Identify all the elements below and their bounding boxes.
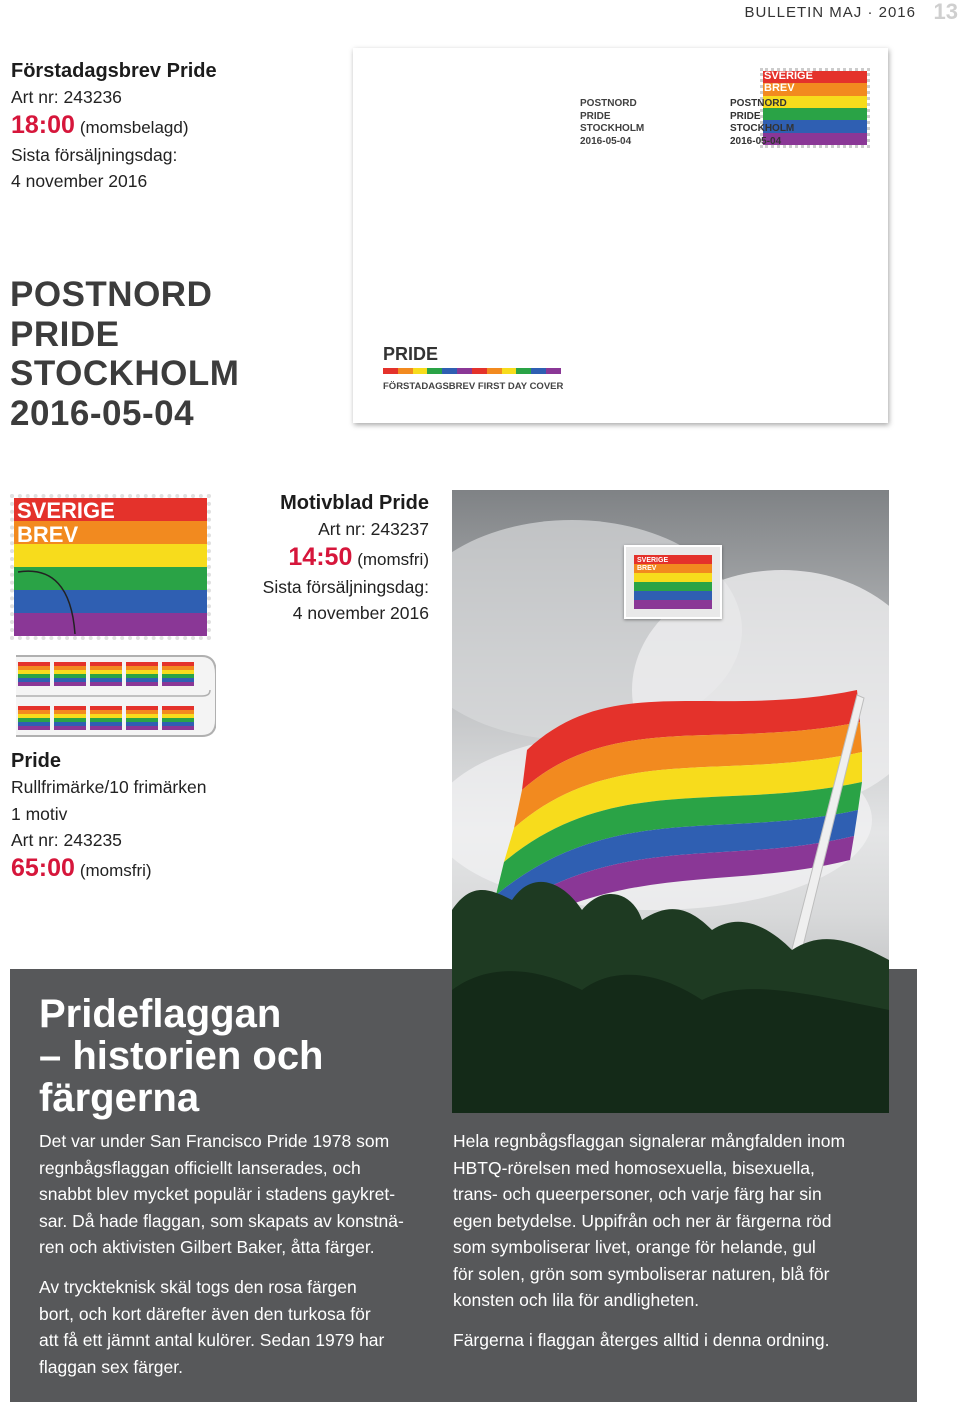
article-title-line: färgerna bbox=[39, 1076, 200, 1120]
motivblad-price: 14:50 bbox=[288, 542, 353, 571]
motivblad-mini-stamp bbox=[624, 545, 722, 619]
roll-title: Pride bbox=[11, 750, 62, 772]
cover-stamp-line: SVERIGE bbox=[764, 70, 813, 82]
text-line: regnbågsflaggan officiellt lanserades, och bbox=[39, 1157, 361, 1178]
roll-stamp bbox=[18, 706, 50, 730]
cover-postmark-line: STOCKHOLM bbox=[580, 123, 645, 134]
cover-postmark-line: PRIDE bbox=[730, 110, 761, 122]
text-line: bort, och kort därefter även den turkosa för bbox=[39, 1303, 371, 1324]
motivblad-last-sale-date: 4 november 2016 bbox=[292, 603, 429, 623]
motivblad-info bbox=[230, 490, 429, 627]
cover-logo-title: PRIDE bbox=[383, 344, 439, 364]
postmark-line: STOCKHOLM bbox=[10, 354, 240, 393]
running-header: BULLETIN MAJ · 2016 bbox=[744, 4, 916, 21]
cover-postmark bbox=[580, 98, 644, 148]
article-title-line: – historien och bbox=[39, 1034, 324, 1078]
postmark-line: PRIDE bbox=[10, 314, 120, 354]
text-line: Färgerna i flaggan återges alltid i denna ordning. bbox=[453, 1330, 830, 1350]
text-line: sar. Då hade flaggan, som skapats av konstnä- bbox=[39, 1210, 404, 1231]
motivblad-price-row bbox=[230, 543, 429, 574]
text-line: snabbt blev mycket populär i stadens gaykret- bbox=[39, 1184, 396, 1204]
text-line: Det var under San Francisco Pride 1978 som bbox=[39, 1131, 390, 1151]
fdc-last-sale-date: 4 november 2016 bbox=[11, 171, 148, 191]
article-right-p1 bbox=[453, 1128, 903, 1314]
roll-stamp bbox=[54, 706, 86, 730]
motivblad-art-nr: Art nr: 243237 bbox=[318, 519, 429, 539]
stamp-text-line: SVERIGE bbox=[17, 498, 115, 523]
cover-postmark-line: 2016-05-04 bbox=[730, 135, 782, 147]
stamp-roll-image bbox=[12, 654, 216, 738]
text-line: egen betydelse. Uppifrån och ner är färgerna röd bbox=[453, 1210, 832, 1231]
roll-info bbox=[11, 748, 206, 885]
postmark-large bbox=[10, 275, 239, 433]
stamp-text-line: BREV bbox=[17, 522, 79, 547]
text-line: flaggan sex färger. bbox=[39, 1356, 183, 1377]
roll-price-row bbox=[11, 854, 206, 885]
roll-stamp bbox=[90, 662, 122, 686]
cover-postmark-line: PRIDE bbox=[580, 110, 611, 122]
roll-stamp bbox=[126, 706, 158, 730]
fdc-info bbox=[11, 58, 217, 195]
cover-logo-stripes bbox=[383, 368, 561, 374]
postmark-line: POSTNORD bbox=[10, 275, 213, 314]
roll-line2: 1 motiv bbox=[11, 803, 68, 824]
text-line: för solen, grön som symboliserar naturen, blå för bbox=[453, 1263, 830, 1284]
postmark-line: 2016-05-04 bbox=[10, 393, 195, 433]
roll-line1: Rullfrimärke/10 frimärken bbox=[11, 777, 207, 797]
roll-row-top bbox=[18, 662, 194, 686]
text-line: konsten och lila för andligheten. bbox=[453, 1290, 700, 1310]
roll-stamp bbox=[162, 706, 194, 730]
text-line: Hela regnbågsflaggan signalerar mångfalden inom bbox=[453, 1131, 846, 1151]
text-line: Av tryckteknisk skäl togs den rosa färgen bbox=[39, 1277, 357, 1297]
article-left-p1 bbox=[39, 1128, 439, 1261]
motivblad-last-sale-label: Sista försäljningsdag: bbox=[262, 576, 429, 597]
text-line: ren och aktivisten Gilbert Baker, åtta färger. bbox=[39, 1237, 375, 1257]
article-title-line: Prideflaggan bbox=[39, 992, 282, 1036]
cover-postmark-line: 2016-05-04 bbox=[580, 135, 632, 147]
fdc-price-note: (momsbelagd) bbox=[79, 117, 189, 137]
cover-stamp-line: BREV bbox=[764, 82, 795, 94]
roll-stamp bbox=[18, 662, 50, 686]
fdc-title: Förstadagsbrev Pride bbox=[11, 60, 217, 82]
text-line: att få ett jämnt antal kulörer. Sedan 1979 har bbox=[39, 1330, 385, 1350]
roll-row-bottom bbox=[18, 706, 194, 730]
page-number: 13 bbox=[933, 0, 958, 24]
motivblad-title: Motivblad Pride bbox=[280, 492, 429, 514]
motivblad-price-note: (momsfri) bbox=[357, 549, 429, 569]
roll-stamp bbox=[126, 662, 158, 686]
text-line: som symboliserar livet, orange för helande, gul bbox=[453, 1237, 816, 1257]
fdc-price-row bbox=[11, 111, 217, 142]
roll-stamp bbox=[162, 662, 194, 686]
cover-postmark-line: POSTNORD bbox=[580, 98, 637, 109]
roll-art-nr: Art nr: 243235 bbox=[11, 830, 122, 850]
article-right-p2 bbox=[453, 1327, 903, 1354]
roll-stamp bbox=[54, 662, 86, 686]
fdc-price: 18:00 bbox=[11, 110, 75, 139]
roll-price-note: (momsfri) bbox=[79, 860, 152, 880]
fdc-art-nr: Art nr: 243236 bbox=[11, 87, 122, 107]
first-day-cover-image bbox=[353, 48, 888, 423]
article-left-p2 bbox=[39, 1274, 439, 1380]
stamp-postmark-arc bbox=[10, 494, 211, 640]
mini-stamp-text: SVERIGE BREV bbox=[637, 557, 669, 572]
text-line: HBTQ-rörelsen med homosexuella, bisexuella, bbox=[453, 1157, 815, 1178]
cover-logo-subtitle: FÖRSTADAGSBREV FIRST DAY COVER bbox=[383, 381, 564, 392]
motivblad-photo bbox=[452, 490, 889, 1113]
roll-stamp bbox=[90, 706, 122, 730]
cover-postmark-line: POSTNORD bbox=[730, 98, 787, 109]
cover-stamp-text bbox=[764, 70, 813, 94]
cover-postmark-on-stamp bbox=[730, 98, 794, 148]
article-title bbox=[39, 993, 324, 1119]
roll-price: 65:00 bbox=[11, 853, 75, 882]
text-line: trans- och queerpersoner, och varje färg har sin bbox=[453, 1184, 822, 1204]
fdc-last-sale-label: Sista försäljningsdag: bbox=[11, 144, 178, 165]
cover-postmark-line: STOCKHOLM bbox=[730, 123, 795, 134]
